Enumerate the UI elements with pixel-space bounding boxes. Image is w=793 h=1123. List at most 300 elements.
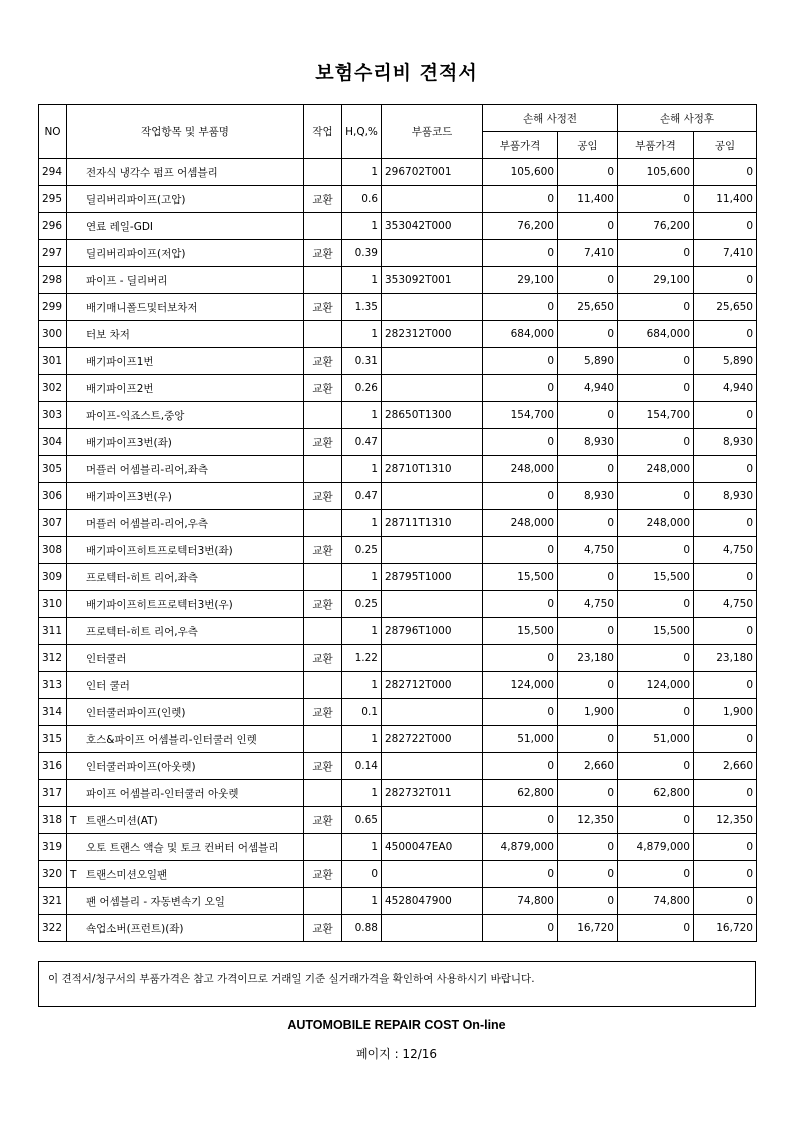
row-after-labor: 4,750 xyxy=(694,537,757,564)
row-before-labor: 4,750 xyxy=(558,591,618,618)
row-before-part-price: 15,500 xyxy=(483,618,558,645)
row-after-labor: 0 xyxy=(694,888,757,915)
row-after-part-price: 0 xyxy=(618,186,694,213)
table-row xyxy=(39,429,757,456)
row-before-labor: 16,720 xyxy=(558,915,618,942)
row-hq: 0.31 xyxy=(342,348,382,375)
row-work xyxy=(304,456,342,483)
row-no: 305 xyxy=(39,456,67,483)
row-item-label: 파이프 - 딜리버리 xyxy=(86,274,168,287)
row-before-part-price: 0 xyxy=(483,645,558,672)
row-no: 321 xyxy=(39,888,67,915)
row-before-labor: 23,180 xyxy=(558,645,618,672)
row-item xyxy=(67,159,304,186)
row-after-labor: 0 xyxy=(694,834,757,861)
row-item-label: 전자식 냉각수 펌프 어셈블리 xyxy=(86,166,218,179)
row-code: 4500047EA0 xyxy=(382,834,483,861)
row-after-part-price: 15,500 xyxy=(618,618,694,645)
row-after-labor: 1,900 xyxy=(694,699,757,726)
row-hq: 1 xyxy=(342,402,382,429)
row-no: 301 xyxy=(39,348,67,375)
header-hq: H,Q,% xyxy=(342,105,382,159)
row-code: 282312T000 xyxy=(382,321,483,348)
row-after-labor: 2,660 xyxy=(694,753,757,780)
row-item xyxy=(67,456,304,483)
row-code: 282712T000 xyxy=(382,672,483,699)
row-after-labor: 0 xyxy=(694,861,757,888)
table-row xyxy=(39,645,757,672)
row-item xyxy=(67,213,304,240)
row-item xyxy=(67,915,304,942)
document-title: 보험수리비 견적서 xyxy=(315,62,478,84)
table-row xyxy=(39,456,757,483)
header-after-part-price: 부품가격 xyxy=(618,132,694,159)
row-work xyxy=(304,888,342,915)
row-before-part-price: 29,100 xyxy=(483,267,558,294)
table-body xyxy=(39,159,757,942)
row-code xyxy=(382,915,483,942)
row-no: 295 xyxy=(39,186,67,213)
row-before-part-price: 15,500 xyxy=(483,564,558,591)
row-item xyxy=(67,537,304,564)
row-before-part-price: 0 xyxy=(483,807,558,834)
row-before-labor: 0 xyxy=(558,861,618,888)
row-hq: 1 xyxy=(342,672,382,699)
row-no: 310 xyxy=(39,591,67,618)
row-no: 298 xyxy=(39,267,67,294)
row-before-labor: 0 xyxy=(558,618,618,645)
header-before-labor: 공임 xyxy=(558,132,618,159)
row-work: 교환 xyxy=(304,753,342,780)
row-before-labor: 1,900 xyxy=(558,699,618,726)
row-item xyxy=(67,321,304,348)
row-after-part-price: 0 xyxy=(618,429,694,456)
row-after-part-price: 0 xyxy=(618,537,694,564)
row-hq: 0.1 xyxy=(342,699,382,726)
row-before-part-price: 124,000 xyxy=(483,672,558,699)
row-code: 353092T001 xyxy=(382,267,483,294)
row-before-part-price: 0 xyxy=(483,429,558,456)
row-hq: 1 xyxy=(342,618,382,645)
row-after-part-price: 29,100 xyxy=(618,267,694,294)
row-before-labor: 0 xyxy=(558,510,618,537)
row-code xyxy=(382,699,483,726)
row-hq: 1 xyxy=(342,510,382,537)
row-before-labor: 0 xyxy=(558,726,618,753)
row-work: 교환 xyxy=(304,807,342,834)
row-item-label: 딜리버리파이프(고압) xyxy=(86,193,186,206)
page-number: 페이지 : 12/16 xyxy=(355,1047,438,1061)
row-code xyxy=(382,294,483,321)
row-work: 교환 xyxy=(304,240,342,267)
table-row xyxy=(39,618,757,645)
row-before-labor: 4,940 xyxy=(558,375,618,402)
row-code xyxy=(382,591,483,618)
row-after-part-price: 51,000 xyxy=(618,726,694,753)
row-after-part-price: 124,000 xyxy=(618,672,694,699)
row-after-part-price: 0 xyxy=(618,375,694,402)
row-item xyxy=(67,294,304,321)
table-row xyxy=(39,780,757,807)
row-before-part-price: 51,000 xyxy=(483,726,558,753)
row-item xyxy=(67,861,304,888)
table-row xyxy=(39,240,757,267)
row-after-part-price: 0 xyxy=(618,645,694,672)
row-before-part-price: 0 xyxy=(483,699,558,726)
row-after-labor: 16,720 xyxy=(694,915,757,942)
row-code: 28650T1300 xyxy=(382,402,483,429)
row-flag: T xyxy=(70,814,77,827)
row-item-label: 배기파이프1번 xyxy=(86,355,154,368)
row-no: 319 xyxy=(39,834,67,861)
row-hq: 1 xyxy=(342,213,382,240)
row-after-labor: 0 xyxy=(694,159,757,186)
row-no: 322 xyxy=(39,915,67,942)
row-hq: 0.88 xyxy=(342,915,382,942)
row-item xyxy=(67,780,304,807)
row-after-labor: 0 xyxy=(694,456,757,483)
header-no: NO xyxy=(39,105,67,159)
row-before-labor: 0 xyxy=(558,159,618,186)
row-before-labor: 0 xyxy=(558,780,618,807)
row-before-labor: 5,890 xyxy=(558,348,618,375)
table-row xyxy=(39,294,757,321)
header-code: 부품코드 xyxy=(382,105,483,159)
table-header xyxy=(39,105,757,159)
row-after-labor: 23,180 xyxy=(694,645,757,672)
row-before-part-price: 0 xyxy=(483,375,558,402)
row-no: 312 xyxy=(39,645,67,672)
row-after-labor: 8,930 xyxy=(694,429,757,456)
header-before: 손해 사정전 xyxy=(483,105,618,132)
row-no: 308 xyxy=(39,537,67,564)
row-before-part-price: 684,000 xyxy=(483,321,558,348)
row-code: 296702T001 xyxy=(382,159,483,186)
row-item-label: 배기파이프3번(우) xyxy=(86,490,172,503)
row-item-label: 트랜스미션(AT) xyxy=(86,814,158,827)
row-no: 314 xyxy=(39,699,67,726)
row-code xyxy=(382,348,483,375)
row-item-label: 인터쿨러파이프(아웃렛) xyxy=(86,760,196,773)
row-after-part-price: 154,700 xyxy=(618,402,694,429)
row-before-part-price: 0 xyxy=(483,753,558,780)
header-after-labor: 공임 xyxy=(694,132,757,159)
row-no: 303 xyxy=(39,402,67,429)
row-work: 교환 xyxy=(304,348,342,375)
row-after-part-price: 0 xyxy=(618,483,694,510)
row-code: 28710T1310 xyxy=(382,456,483,483)
row-hq: 0.25 xyxy=(342,591,382,618)
row-before-part-price: 248,000 xyxy=(483,510,558,537)
row-code xyxy=(382,807,483,834)
table-row xyxy=(39,186,757,213)
row-item-label: 배기파이프히트프로텍터3번(우) xyxy=(86,598,233,611)
row-no: 306 xyxy=(39,483,67,510)
row-after-part-price: 0 xyxy=(618,861,694,888)
estimate-table xyxy=(38,104,757,942)
row-code xyxy=(382,429,483,456)
row-item xyxy=(67,375,304,402)
row-item xyxy=(67,348,304,375)
row-hq: 0.47 xyxy=(342,429,382,456)
table-row xyxy=(39,564,757,591)
row-after-labor: 0 xyxy=(694,780,757,807)
table-row xyxy=(39,213,757,240)
row-no: 315 xyxy=(39,726,67,753)
row-no: 309 xyxy=(39,564,67,591)
row-code: 4528047900 xyxy=(382,888,483,915)
row-item-label: 쇽업소버(프런트)(좌) xyxy=(86,922,184,935)
row-work: 교환 xyxy=(304,699,342,726)
row-work xyxy=(304,672,342,699)
row-no: 296 xyxy=(39,213,67,240)
row-after-part-price: 62,800 xyxy=(618,780,694,807)
row-item-label: 배기파이프2번 xyxy=(86,382,154,395)
row-work xyxy=(304,267,342,294)
row-item-label: 인터쿨러 xyxy=(86,652,127,665)
row-no: 304 xyxy=(39,429,67,456)
row-no: 300 xyxy=(39,321,67,348)
row-no: 318 xyxy=(39,807,67,834)
row-before-labor: 4,750 xyxy=(558,537,618,564)
row-hq: 1.22 xyxy=(342,645,382,672)
row-after-part-price: 0 xyxy=(618,294,694,321)
row-item xyxy=(67,834,304,861)
row-before-part-price: 0 xyxy=(483,186,558,213)
row-after-part-price: 15,500 xyxy=(618,564,694,591)
table-row xyxy=(39,267,757,294)
row-after-labor: 0 xyxy=(694,618,757,645)
row-after-part-price: 0 xyxy=(618,915,694,942)
row-item xyxy=(67,591,304,618)
row-item xyxy=(67,483,304,510)
row-item xyxy=(67,645,304,672)
row-before-labor: 0 xyxy=(558,834,618,861)
row-before-labor: 0 xyxy=(558,321,618,348)
row-work xyxy=(304,510,342,537)
row-work: 교환 xyxy=(304,483,342,510)
row-hq: 0.6 xyxy=(342,186,382,213)
row-before-labor: 0 xyxy=(558,267,618,294)
row-no: 320 xyxy=(39,861,67,888)
row-no: 307 xyxy=(39,510,67,537)
row-code xyxy=(382,375,483,402)
table-row xyxy=(39,159,757,186)
row-before-labor: 25,650 xyxy=(558,294,618,321)
row-item-label: 배기매니폴드및터보차저 xyxy=(86,301,198,314)
row-before-labor: 0 xyxy=(558,672,618,699)
row-before-labor: 7,410 xyxy=(558,240,618,267)
row-item-label: 트랜스미션오일팬 xyxy=(86,868,168,881)
row-after-part-price: 248,000 xyxy=(618,456,694,483)
table-row xyxy=(39,834,757,861)
row-work: 교환 xyxy=(304,294,342,321)
row-item-label: 프로텍터-히트 리어,좌측 xyxy=(86,571,198,584)
row-flag: T xyxy=(70,868,77,881)
row-code: 28796T1000 xyxy=(382,618,483,645)
row-work xyxy=(304,834,342,861)
row-after-labor: 7,410 xyxy=(694,240,757,267)
row-before-part-price: 0 xyxy=(483,591,558,618)
row-after-part-price: 684,000 xyxy=(618,321,694,348)
row-code xyxy=(382,483,483,510)
row-work xyxy=(304,726,342,753)
header-item: 작업항목 및 부품명 xyxy=(67,105,304,159)
row-hq: 1 xyxy=(342,726,382,753)
row-after-labor: 0 xyxy=(694,510,757,537)
header-after: 손해 사정후 xyxy=(618,105,757,132)
row-after-labor: 0 xyxy=(694,402,757,429)
row-item xyxy=(67,564,304,591)
row-before-labor: 8,930 xyxy=(558,483,618,510)
row-hq: 1 xyxy=(342,159,382,186)
row-code: 282722T000 xyxy=(382,726,483,753)
row-before-part-price: 154,700 xyxy=(483,402,558,429)
table-row xyxy=(39,537,757,564)
row-after-labor: 0 xyxy=(694,267,757,294)
row-code: 282732T011 xyxy=(382,780,483,807)
row-code xyxy=(382,645,483,672)
row-after-labor: 0 xyxy=(694,564,757,591)
row-work: 교환 xyxy=(304,375,342,402)
row-before-part-price: 0 xyxy=(483,861,558,888)
row-no: 311 xyxy=(39,618,67,645)
row-work xyxy=(304,564,342,591)
row-after-part-price: 0 xyxy=(618,753,694,780)
table-row xyxy=(39,888,757,915)
row-item xyxy=(67,402,304,429)
row-item-label: 파이프 어셈블리-인터쿨러 아웃렛 xyxy=(86,787,239,800)
row-after-labor: 0 xyxy=(694,213,757,240)
row-before-labor: 0 xyxy=(558,456,618,483)
row-after-part-price: 105,600 xyxy=(618,159,694,186)
row-work xyxy=(304,213,342,240)
table-row xyxy=(39,807,757,834)
row-item-label: 배기파이프3번(좌) xyxy=(86,436,172,449)
row-before-part-price: 0 xyxy=(483,240,558,267)
row-before-part-price: 0 xyxy=(483,537,558,564)
row-hq: 1 xyxy=(342,780,382,807)
row-no: 313 xyxy=(39,672,67,699)
table-row xyxy=(39,591,757,618)
row-item xyxy=(67,186,304,213)
row-item-label: 인터쿨러파이프(인렛) xyxy=(86,706,186,719)
row-hq: 0.25 xyxy=(342,537,382,564)
row-before-labor: 2,660 xyxy=(558,753,618,780)
row-item-label: 딜리버리파이프(저압) xyxy=(86,247,186,260)
row-item xyxy=(67,726,304,753)
row-item xyxy=(67,510,304,537)
row-code xyxy=(382,186,483,213)
table-row xyxy=(39,672,757,699)
row-item-label: 오토 트랜스 액슬 및 토크 컨버터 어셈블리 xyxy=(86,841,279,854)
row-after-part-price: 4,879,000 xyxy=(618,834,694,861)
row-item-label: 호스&파이프 어셈블리-인터쿨러 인렛 xyxy=(86,733,257,746)
row-after-labor: 8,930 xyxy=(694,483,757,510)
row-hq: 1 xyxy=(342,321,382,348)
row-hq: 0.39 xyxy=(342,240,382,267)
row-before-labor: 0 xyxy=(558,402,618,429)
row-before-part-price: 248,000 xyxy=(483,456,558,483)
header-work: 작업 xyxy=(304,105,342,159)
row-after-labor: 11,400 xyxy=(694,186,757,213)
row-before-labor: 0 xyxy=(558,888,618,915)
row-code: 28795T1000 xyxy=(382,564,483,591)
row-no: 294 xyxy=(39,159,67,186)
row-before-part-price: 76,200 xyxy=(483,213,558,240)
row-item xyxy=(67,429,304,456)
row-item-label: 머플러 어셈블리-리어,우측 xyxy=(86,517,209,530)
row-hq: 1 xyxy=(342,267,382,294)
row-no: 297 xyxy=(39,240,67,267)
row-item-label: 팬 어셈블리 - 자동변속기 오일 xyxy=(86,895,225,908)
table-row xyxy=(39,861,757,888)
row-before-part-price: 0 xyxy=(483,915,558,942)
row-no: 302 xyxy=(39,375,67,402)
row-item xyxy=(67,240,304,267)
row-work: 교환 xyxy=(304,915,342,942)
row-code: 28711T1310 xyxy=(382,510,483,537)
notice-box xyxy=(38,961,756,1007)
row-after-labor: 25,650 xyxy=(694,294,757,321)
row-after-labor: 0 xyxy=(694,726,757,753)
row-before-part-price: 74,800 xyxy=(483,888,558,915)
row-hq: 1 xyxy=(342,564,382,591)
row-code xyxy=(382,753,483,780)
row-work xyxy=(304,618,342,645)
row-after-part-price: 0 xyxy=(618,699,694,726)
row-after-labor: 0 xyxy=(694,321,757,348)
row-item xyxy=(67,618,304,645)
row-after-part-price: 0 xyxy=(618,807,694,834)
row-before-part-price: 4,879,000 xyxy=(483,834,558,861)
row-work xyxy=(304,402,342,429)
table-row xyxy=(39,915,757,942)
row-after-labor: 0 xyxy=(694,672,757,699)
table-row xyxy=(39,402,757,429)
table-row xyxy=(39,348,757,375)
row-after-part-price: 0 xyxy=(618,591,694,618)
row-item xyxy=(67,888,304,915)
row-no: 317 xyxy=(39,780,67,807)
row-after-labor: 5,890 xyxy=(694,348,757,375)
row-work xyxy=(304,159,342,186)
row-work: 교환 xyxy=(304,429,342,456)
row-work: 교환 xyxy=(304,591,342,618)
row-after-labor: 4,750 xyxy=(694,591,757,618)
row-hq: 0.26 xyxy=(342,375,382,402)
table-row xyxy=(39,321,757,348)
row-before-part-price: 62,800 xyxy=(483,780,558,807)
row-hq: 0.65 xyxy=(342,807,382,834)
row-item xyxy=(67,807,304,834)
row-work: 교환 xyxy=(304,645,342,672)
row-work xyxy=(304,321,342,348)
row-item-label: 머플러 어셈블리-리어,좌측 xyxy=(86,463,209,476)
row-hq: 1 xyxy=(342,456,382,483)
table-row xyxy=(39,753,757,780)
row-before-labor: 11,400 xyxy=(558,186,618,213)
row-work: 교환 xyxy=(304,537,342,564)
row-after-part-price: 248,000 xyxy=(618,510,694,537)
row-before-labor: 12,350 xyxy=(558,807,618,834)
row-after-labor: 12,350 xyxy=(694,807,757,834)
row-code xyxy=(382,537,483,564)
row-hq: 0 xyxy=(342,861,382,888)
row-after-labor: 4,940 xyxy=(694,375,757,402)
row-item xyxy=(67,753,304,780)
row-before-labor: 8,930 xyxy=(558,429,618,456)
